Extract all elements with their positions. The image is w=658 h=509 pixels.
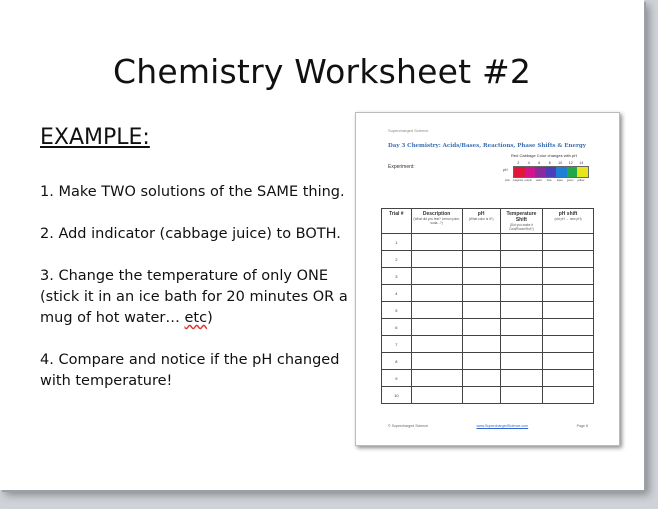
table-cell	[462, 268, 500, 285]
table-cell	[411, 353, 462, 370]
ph-swatch	[577, 167, 588, 177]
table-cell	[543, 268, 594, 285]
ph-number: 14	[579, 161, 584, 165]
table-cell	[543, 353, 594, 370]
footer-copyright: © Supercharged Science	[388, 424, 429, 428]
step-1: 1. Make TWO solutions of the SAME thing.	[40, 184, 345, 200]
ph-color-name: purple	[524, 179, 532, 182]
worksheet-table	[381, 208, 594, 404]
table-header-hint: (Did you make it Cold/Room/Hot?)	[509, 223, 534, 231]
table-cell	[411, 387, 462, 404]
table-cell	[543, 387, 594, 404]
table-cell	[411, 285, 462, 302]
steps-list	[40, 182, 350, 413]
table-cell	[500, 285, 542, 302]
ph-color-name: yellow	[577, 179, 585, 182]
table-cell	[500, 251, 542, 268]
step-3: 3. Change the temperature of only ONE (stick it in an ice bath for 20 minutes OR a mug of hot water… etc)	[40, 268, 348, 326]
ph-color-name: violet	[535, 179, 542, 182]
ph-number: 4	[527, 161, 530, 165]
table-cell	[543, 285, 594, 302]
ph-swatch	[556, 167, 567, 177]
ph-swatch	[546, 167, 557, 177]
table-cell	[462, 251, 500, 268]
table-cell	[411, 268, 462, 285]
table-cell	[500, 319, 542, 336]
table-cell	[462, 370, 500, 387]
footer-link: www.SuperchargedScience.com	[476, 424, 529, 428]
trial-number: 5	[382, 302, 412, 319]
ph-swatch	[514, 167, 525, 177]
worksheet-experiment-label: Experiment:	[388, 164, 415, 170]
ph-number: 12	[568, 161, 573, 165]
table-cell	[500, 302, 542, 319]
table-cell	[500, 387, 542, 404]
table-cell	[500, 234, 542, 251]
table-row	[382, 251, 594, 268]
table-header-hint: (What color is it?)	[468, 217, 494, 221]
table-cell	[500, 370, 542, 387]
table-row	[382, 336, 594, 353]
table-cell	[411, 234, 462, 251]
ph-number: 2	[517, 161, 520, 165]
table-cell	[411, 251, 462, 268]
table-cell	[462, 285, 500, 302]
table-row	[382, 302, 594, 319]
table-header: pH shift (old pH → new pH)	[543, 209, 594, 234]
table-cell	[500, 336, 542, 353]
trial-number: 7	[382, 336, 412, 353]
worksheet-title: Day 3 Chemistry: Acids/Bases, Reactions, Phase Shifts & Energy	[388, 143, 586, 149]
table-cell	[411, 370, 462, 387]
ph-color-name: aqua	[556, 179, 563, 182]
step-4: 4. Compare and notice if the pH changed with temperature!	[40, 352, 340, 389]
table-cell	[462, 234, 500, 251]
table-cell	[543, 251, 594, 268]
table-cell	[543, 319, 594, 336]
footer-page: Page 8	[576, 424, 588, 428]
worksheet-image	[355, 112, 620, 446]
table-cell	[462, 353, 500, 370]
table-cell	[462, 387, 500, 404]
table-cell	[411, 319, 462, 336]
worksheet-brand: Supercharged Science	[388, 128, 429, 133]
table-header: Trial #	[382, 209, 412, 234]
ph-chart-caption: Red Cabbage Color changes with pH	[511, 153, 578, 158]
table-cell	[543, 302, 594, 319]
trial-number: 4	[382, 285, 412, 302]
table-cell	[462, 336, 500, 353]
trial-number: 3	[382, 268, 412, 285]
trial-number: 2	[382, 251, 412, 268]
trial-number: 6	[382, 319, 412, 336]
table-row	[382, 319, 594, 336]
worksheet-footer	[388, 424, 588, 428]
table-cell	[543, 336, 594, 353]
trial-number: 1	[382, 234, 412, 251]
table-row	[382, 268, 594, 285]
ph-label: pH	[503, 168, 508, 172]
ph-swatch	[525, 167, 536, 177]
table-row	[382, 370, 594, 387]
table-cell	[462, 302, 500, 319]
ph-scale-numbers	[513, 161, 587, 165]
table-row	[382, 285, 594, 302]
table-header-hint: (What did you test? Lemon juice, soda...?)	[413, 217, 460, 225]
table-header: Description (What did you test? Lemon juice, soda...?)	[411, 209, 462, 234]
ph-number: 8	[548, 161, 551, 165]
example-heading: EXAMPLE:	[40, 125, 150, 150]
ph-color-name: pink	[504, 179, 510, 182]
ph-swatch	[567, 167, 578, 177]
table-cell	[543, 370, 594, 387]
ph-number: 10	[558, 161, 563, 165]
spellcheck-word: etc	[184, 310, 208, 326]
ph-color-names	[502, 179, 586, 182]
trial-number: 9	[382, 370, 412, 387]
step-2: 2. Add indicator (cabbage juice) to BOTH.	[40, 226, 341, 242]
table-row	[382, 353, 594, 370]
table-header: Temperature Shift (Did you make it Cold/Room/Hot?)	[500, 209, 542, 234]
table-cell	[500, 268, 542, 285]
ph-color-swatches	[513, 166, 589, 178]
ph-number: 6	[538, 161, 541, 165]
table-cell	[543, 234, 594, 251]
ph-color-name: blue	[546, 179, 552, 182]
ph-color-name: magenta	[512, 179, 523, 182]
table-cell	[500, 353, 542, 370]
table-cell	[411, 302, 462, 319]
ph-swatch	[535, 167, 546, 177]
ph-color-name: green	[566, 179, 574, 182]
table-header: pH (What color is it?)	[462, 209, 500, 234]
slide-title: Chemistry Worksheet #2	[112, 52, 532, 91]
table-cell	[462, 319, 500, 336]
table-row	[382, 387, 594, 404]
table-cell	[411, 336, 462, 353]
trial-number: 8	[382, 353, 412, 370]
table-row	[382, 234, 594, 251]
trial-number: 10	[382, 387, 412, 404]
table-header-hint: (old pH → new pH)	[554, 217, 582, 221]
